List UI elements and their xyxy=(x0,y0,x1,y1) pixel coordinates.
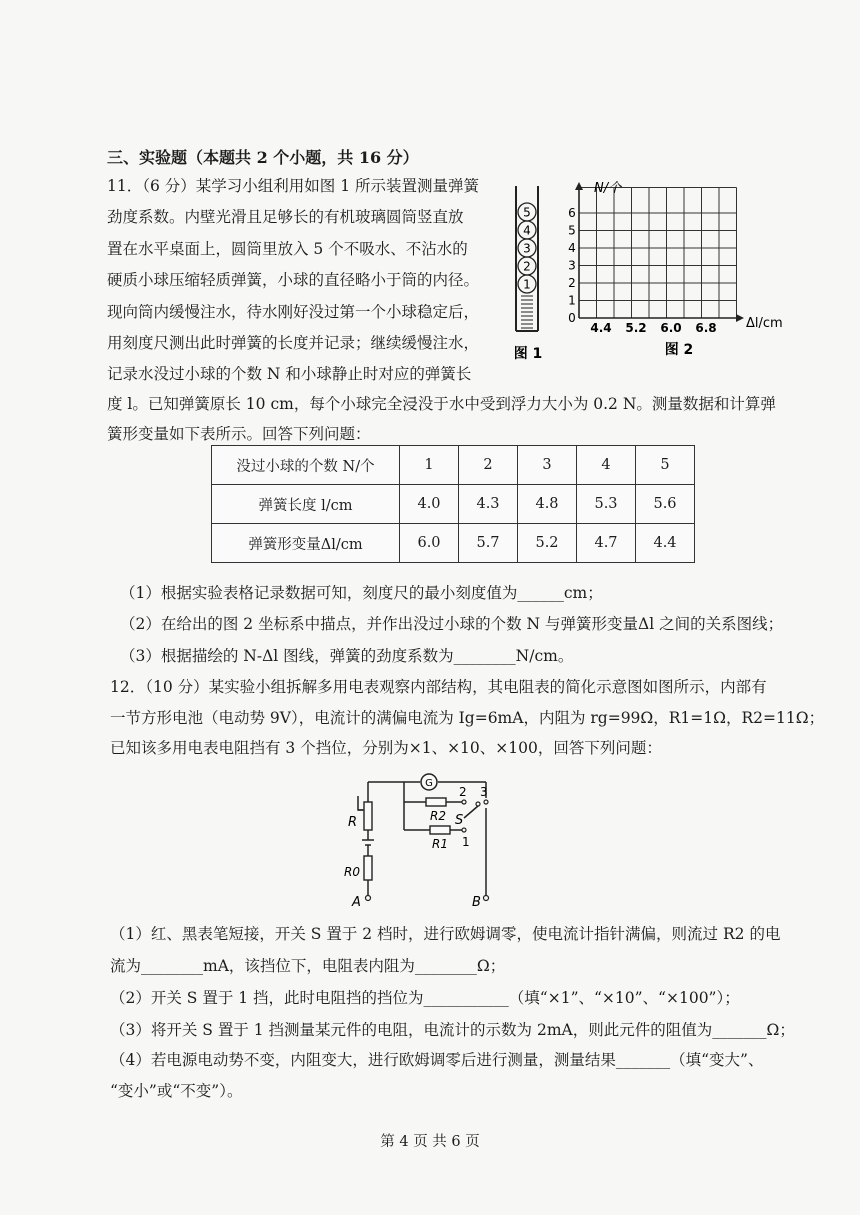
ball-3 xyxy=(518,239,536,257)
ball-1 xyxy=(518,275,536,293)
table-cell: 4.3 xyxy=(459,485,518,524)
y-tick-label: 4 xyxy=(568,241,576,255)
svg-text:2: 2 xyxy=(523,259,531,274)
y-axis xyxy=(575,182,583,318)
table-cell: 4.4 xyxy=(636,524,695,563)
resistor-r0 xyxy=(344,856,372,880)
q11-line-2: 劲度系数。内壁光滑且足够长的有机玻璃圆筒竖直放 xyxy=(107,208,464,226)
q12-question-1b: 流为________mA，该挡位下，电阻表内阻为________Ω； xyxy=(110,957,506,975)
section-heading: 三、实验题（本题共 2 个小题，共 16 分） xyxy=(107,148,419,167)
q12-question-4b: “变小”或“不变”）。 xyxy=(110,1082,243,1100)
q11-line-3: 置在水平桌面上，圆筒里放入 5 个不吸水、不沾水的 xyxy=(107,240,468,258)
q11-line-8: 度 l。已知弹簧原长 10 cm，每个小球完全浸没于水中受到浮力大小为 0.2 N。测量数据和计算弹 xyxy=(107,395,776,413)
figure-1-tube xyxy=(508,186,556,362)
resistor-r2 xyxy=(426,798,446,823)
table-cell: 5.3 xyxy=(577,485,636,524)
svg-text:2: 2 xyxy=(459,785,467,799)
y-axis-label: N/个 xyxy=(594,181,622,196)
row-header-count: 没过小球的个数 N/个 xyxy=(212,446,400,485)
terminal-b xyxy=(472,895,489,910)
y-tick-label: 2 xyxy=(568,276,576,290)
table-cell: 4 xyxy=(577,446,636,485)
q11-question-1: （1）根据实验表格记录数据可知，刻度尺的最小刻度值为______cm； xyxy=(120,584,603,602)
table-cell: 3 xyxy=(518,446,577,485)
y-tick-label: 5 xyxy=(568,223,576,238)
svg-text:R0: R0 xyxy=(344,865,360,879)
switch-s xyxy=(455,785,488,849)
q12-question-2: （2）开关 S 置于 1 挡，此时电阻挡的挡位为___________（填“×1”、“×10”、“×100”）； xyxy=(110,989,740,1007)
ball-4 xyxy=(518,221,536,239)
table-cell: 6.0 xyxy=(400,524,459,563)
svg-text:5: 5 xyxy=(523,205,531,220)
ball-5 xyxy=(518,203,536,221)
q11-line-5: 现向筒内缓慢注水，待水刚好没过第一个小球稳定后， xyxy=(107,303,480,321)
svg-text:R: R xyxy=(348,815,358,830)
x-tick-label: 6.0 xyxy=(660,321,682,335)
q11-line-7: 记录水没过小球的个数 N 和小球静止时对应的弹簧长 xyxy=(107,365,472,383)
row-header-length: 弹簧长度 l/cm xyxy=(212,485,400,524)
table-cell: 4.0 xyxy=(400,485,459,524)
table-cell: 5 xyxy=(636,446,695,485)
table-cell: 2 xyxy=(459,446,518,485)
page-number: 第 4 页 共 6 页 xyxy=(380,1134,480,1150)
y-tick-label: 0 xyxy=(568,311,576,325)
svg-text:R2: R2 xyxy=(430,809,446,823)
svg-text:1: 1 xyxy=(523,277,531,292)
figure-2-graph xyxy=(566,178,794,360)
circuit-diagram xyxy=(338,768,510,913)
ball-2 xyxy=(518,257,536,275)
q11-line-9: 簧形变量如下表所示。回答下列问题： xyxy=(107,425,371,443)
q12-question-3: （3）将开关 S 置于 1 挡测量某元件的电阻，电流计的示数为 2mA，则此元件的阻值为_______Ω； xyxy=(110,1021,795,1039)
svg-text:3: 3 xyxy=(480,785,488,799)
row-header-deformation: 弹簧形变量Δl/cm xyxy=(212,524,400,563)
q12-line-1: 12．（10 分）某实验小组拆解多用电表观察内部结构，其电阻表的简化示意图如图所示，内部有 xyxy=(110,678,767,696)
table-cell: 5.7 xyxy=(459,524,518,563)
svg-text:4: 4 xyxy=(523,223,531,238)
q11-line-6: 用刻度尺测出此时弹簧的长度并记录；继续缓慢注水， xyxy=(107,334,480,352)
figure-1-caption: 图 1 xyxy=(513,346,543,362)
y-tick-label: 3 xyxy=(568,258,576,273)
table-cell: 5.2 xyxy=(518,524,577,563)
svg-text:S: S xyxy=(455,813,464,828)
table-row xyxy=(212,485,695,524)
data-table xyxy=(211,445,695,563)
x-axis-label: Δl/cm xyxy=(746,316,783,331)
q12-line-3: 已知该多用电表电阻挡有 3 个挡位，分别为×1、×10、×100，回答下列问题： xyxy=(110,739,662,757)
table-cell: 4.8 xyxy=(518,485,577,524)
resistor-r1 xyxy=(430,826,450,851)
rheostat-r xyxy=(348,802,372,830)
svg-text:B: B xyxy=(472,895,481,910)
x-tick-label: 5.2 xyxy=(625,321,647,335)
table-cell: 5.6 xyxy=(636,485,695,524)
q12-line-2: 一节方形电池（电动势 9V），电流计的满偏电流为 Ig=6mA，内阻为 rg=99Ω，R1=1Ω，R2=11Ω； xyxy=(110,709,825,727)
x-tick-label: 4.4 xyxy=(590,321,612,335)
q12-question-1a: （1）红、黑表笔短接，开关 S 置于 2 档时，进行欧姆调零，使电流计指针满偏，则流过 R2 的电 xyxy=(110,925,781,943)
q11-line-1: 11．（6 分）某学习小组利用如图 1 所示装置测量弹簧 xyxy=(107,177,479,195)
table-cell: 1 xyxy=(400,446,459,485)
q11-question-2: （2）在给出的图 2 坐标系中描点，并作出没过小球的个数 N 与弹簧形变量Δl 之间的关系图线； xyxy=(120,615,784,633)
svg-text:R1: R1 xyxy=(432,837,448,851)
x-tick-label: 6.8 xyxy=(695,321,717,335)
q12-question-4a: （4）若电源电动势不变，内阻变大，进行欧姆调零后进行测量，测量结果_______（填“变大”、 xyxy=(110,1051,764,1069)
y-tick-label: 6 xyxy=(568,206,576,220)
svg-text:1: 1 xyxy=(462,835,470,849)
svg-text:3: 3 xyxy=(523,241,531,256)
svg-text:A: A xyxy=(352,895,361,910)
y-tick-label: 1 xyxy=(568,293,576,308)
q11-line-4: 硬质小球压缩轻质弹簧，小球的直径略小于筒的内径。 xyxy=(107,271,480,289)
table-row xyxy=(212,446,695,485)
spring xyxy=(521,296,533,328)
terminal-a xyxy=(351,895,371,910)
q11-question-3: （3）根据描绘的 N-Δl 图线，弹簧的劲度系数为________N/cm。 xyxy=(120,647,574,665)
svg-text:G: G xyxy=(425,778,433,789)
graph-grid xyxy=(579,188,737,319)
table-cell: 4.7 xyxy=(577,524,636,563)
table-row xyxy=(212,524,695,563)
figure-2-caption: 图 2 xyxy=(664,342,694,358)
galvanometer-icon xyxy=(421,774,437,790)
